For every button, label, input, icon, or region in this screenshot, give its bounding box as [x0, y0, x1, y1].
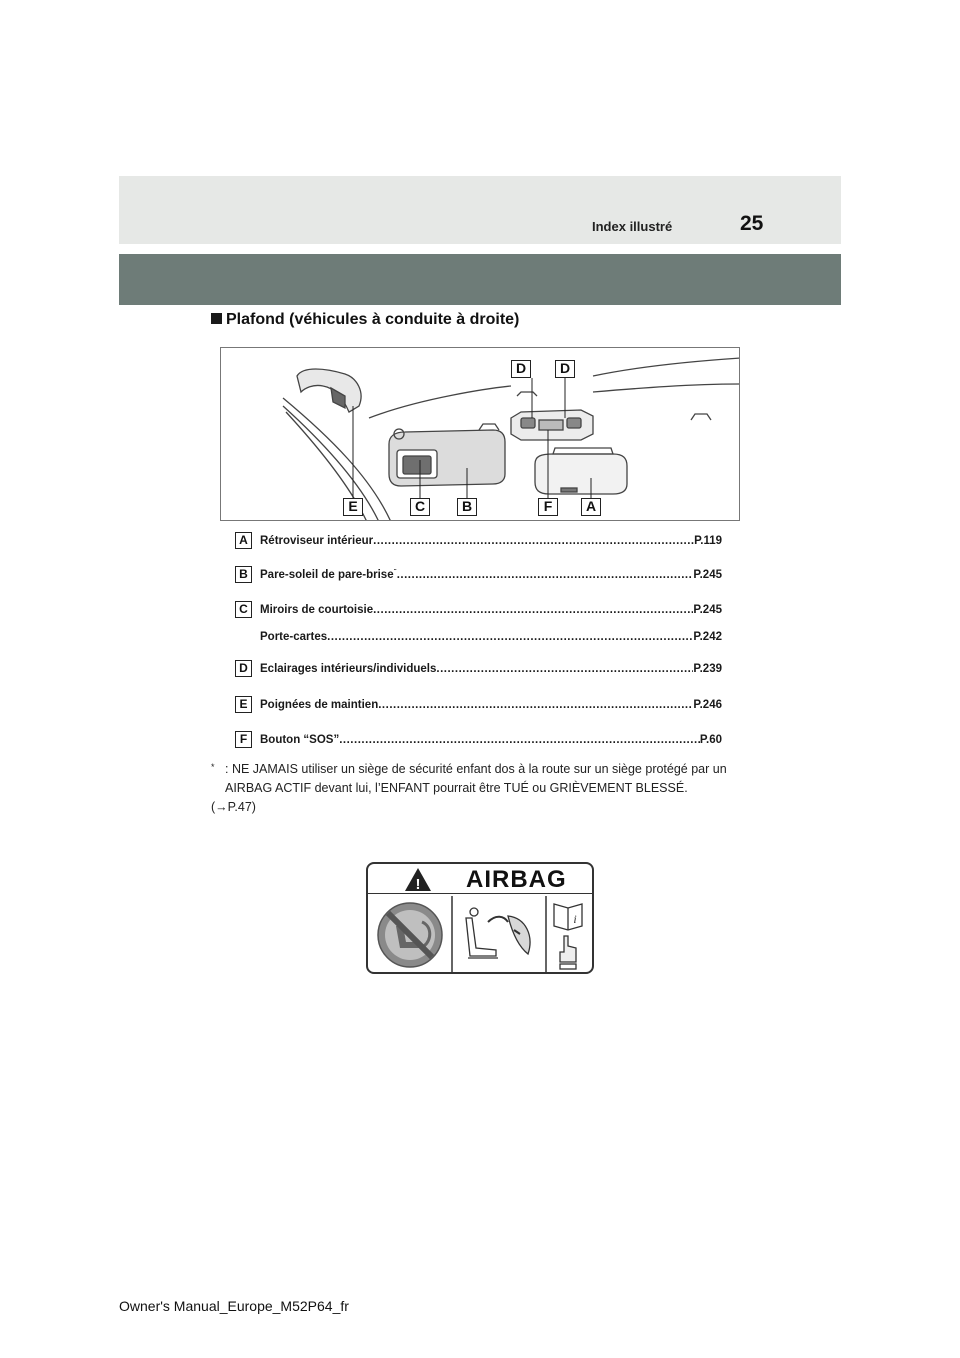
entry-badge-b: B — [235, 566, 252, 583]
pointing-hand-icon — [560, 936, 576, 969]
entry-row-e[interactable] — [260, 699, 722, 711]
entry-row-d[interactable] — [260, 663, 722, 675]
callout-d-left: D — [511, 360, 531, 378]
entry-row-b[interactable] — [260, 569, 722, 581]
entry-page-ref[interactable]: P.242 — [693, 631, 722, 643]
warning-triangle-icon — [398, 864, 438, 894]
airbag-word: AIRBAG — [466, 866, 567, 893]
entry-page-ref[interactable]: P.119 — [694, 535, 722, 547]
entry-label: Rétroviseur intérieur — [260, 535, 374, 547]
heading-square-icon — [211, 313, 222, 324]
entry-label: Poignées de maintien — [260, 699, 379, 711]
airbag-pictograms — [368, 896, 592, 974]
page-number: 25 — [740, 212, 764, 235]
headliner-edge — [369, 386, 511, 418]
entry-badge-d: D — [235, 660, 252, 677]
entry-badge-e: E — [235, 696, 252, 713]
leader-dots — [339, 734, 700, 746]
header-dark-bar — [119, 254, 841, 305]
airbag-warning-label — [366, 862, 594, 974]
entry-page-ref[interactable]: P.246 — [693, 699, 722, 711]
ceiling-illustration — [220, 347, 740, 521]
callout-b: B — [457, 498, 477, 516]
footnote-asterisk: * — [211, 762, 215, 772]
callout-a: A — [581, 498, 601, 516]
entry-page-ref[interactable]: P.239 — [693, 663, 722, 675]
console-lamp-right — [567, 418, 581, 428]
grab-handle-shape — [297, 369, 361, 412]
no-rear-facing-child-seat-icon — [378, 903, 442, 967]
entry-row-c2[interactable] — [260, 631, 722, 643]
entry-row-c[interactable] — [260, 604, 722, 616]
footer-manual-id: Owner's Manual_Europe_M52P64_fr — [119, 1298, 349, 1314]
ceiling-drawing — [221, 348, 740, 521]
footnote-marker: * — [393, 569, 397, 576]
header-band — [119, 176, 841, 244]
entry-badge-f: F — [235, 731, 252, 748]
svg-text:i: i — [573, 912, 577, 926]
right-visor-edge — [593, 384, 740, 392]
footnote-ref[interactable]: (→P.47) — [211, 800, 256, 814]
leader-dots — [327, 631, 693, 643]
pillar-line — [283, 406, 379, 521]
entry-label — [260, 569, 397, 581]
leader-dots — [397, 569, 694, 581]
right-visor-hinge — [691, 414, 711, 420]
footnote — [211, 760, 751, 817]
right-visor-clip — [517, 392, 537, 396]
visor-hinge — [479, 424, 499, 430]
sos-button-shape — [561, 488, 577, 492]
console-buttons — [539, 420, 563, 430]
entry-label: Bouton “SOS” — [260, 734, 340, 746]
leader-dots — [373, 604, 693, 616]
warning-symbol: ! — [415, 876, 421, 893]
entry-badge-a: A — [235, 532, 252, 549]
vanity-mirror-glass — [403, 456, 431, 474]
entry-badge-c: C — [235, 601, 252, 618]
entry-label: Porte-cartes — [260, 631, 328, 643]
section-heading-text: Plafond (véhicules à conduite à droite) — [226, 311, 520, 328]
console-lamp-left — [521, 418, 535, 428]
entry-label-text: Pare-soleil de pare-brise — [260, 569, 394, 581]
section-heading — [211, 311, 519, 329]
airbag-label-header — [368, 864, 592, 894]
right-visor-edge — [593, 358, 740, 376]
entry-page-ref[interactable]: P.245 — [693, 604, 722, 616]
manual-book-icon — [554, 904, 582, 930]
callout-c: C — [410, 498, 430, 516]
seat-airbag-icon — [466, 908, 530, 958]
inside-mirror-shape — [535, 454, 627, 494]
callout-d-right: D — [555, 360, 575, 378]
leader-dots — [436, 663, 693, 675]
callout-e: E — [343, 498, 363, 516]
mirror-mount — [553, 448, 613, 454]
section-title: Index illustré — [592, 219, 673, 234]
leader-dots — [378, 699, 693, 711]
entry-row-a[interactable] — [260, 535, 722, 547]
entry-row-f[interactable] — [260, 734, 722, 746]
entry-page-ref[interactable]: P.245 — [693, 569, 722, 581]
entry-page-ref[interactable]: P.60 — [699, 734, 722, 746]
footnote-text: : NE JAMAIS utiliser un siège de sécurité enfant dos à la route sur un siège protégé par un AIRBAG ACTIF devant lui, l’ENFANT pourrait être TUÉ ou GRIÈVEMENT BLESSÉ. — [225, 762, 727, 795]
leader-dots — [373, 535, 694, 547]
callout-f: F — [538, 498, 558, 516]
entry-label: Éclairages intérieurs/individuels — [260, 663, 437, 675]
entry-label: Miroirs de courtoisie — [260, 604, 374, 616]
